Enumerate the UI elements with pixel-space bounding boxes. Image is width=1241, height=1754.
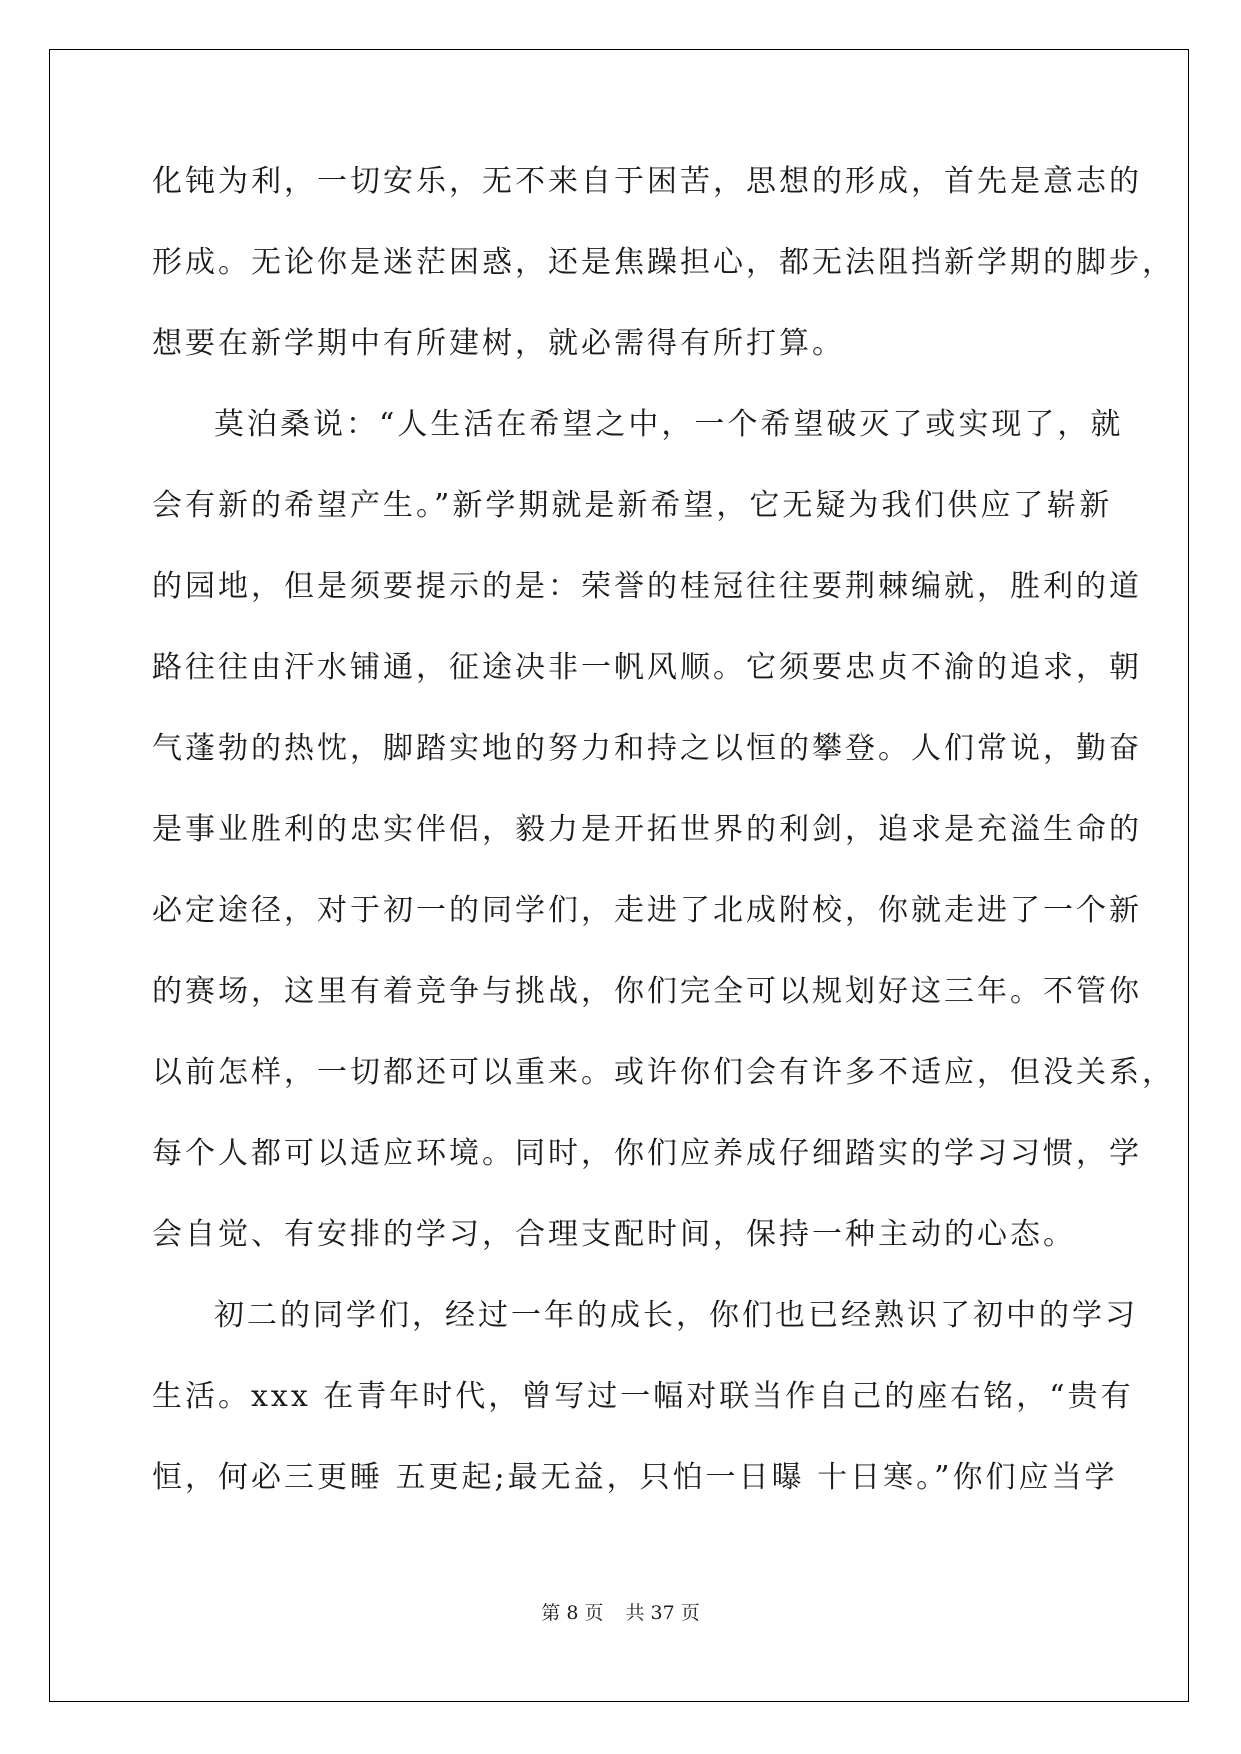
page-footer <box>0 1598 1241 1625</box>
text-line: 的赛场，这里有着竞争与挑战，你们完全可以规划好这三年。不管你 <box>152 974 1142 1009</box>
text-line: 必定途径，对于初一的同学们，走进了北成附校，你就走进了一个新 <box>152 893 1142 928</box>
text-line: 生活。xxx 在青年时代，曾写过一幅对联当作自己的座右铭，“贵有 <box>152 1379 1134 1414</box>
text-line: 想要在新学期中有所建树，就必需得有所打算。 <box>152 326 845 361</box>
text-line: 会有新的希望产生。”新学期就是新希望，它无疑为我们供应了崭新 <box>152 488 1113 523</box>
paragraph-start-line: 莫泊桑说：“人生活在希望之中，一个希望破灭了或实现了，就 <box>214 407 1124 442</box>
text-line: 是事业胜利的忠实伴侣，毅力是开拓世界的利剑，追求是充溢生命的 <box>152 812 1142 847</box>
document-body <box>152 163 1175 1540</box>
text-line: 每个人都可以适应环境。同时，你们应养成仔细踏实的学习习惯，学 <box>152 1136 1142 1171</box>
text-line: 气蓬勃的热忱，脚踏实地的努力和持之以恒的攀登。人们常说，勤奋 <box>152 731 1142 766</box>
page-total: 共 37 页 <box>625 1602 700 1624</box>
text-line: 会自觉、有安排的学习，合理支配时间，保持一种主动的心态。 <box>152 1217 1076 1252</box>
text-line: 化钝为利，一切安乐，无不来自于困苦，思想的形成，首先是意志的 <box>152 164 1142 199</box>
text-line: 以前怎样，一切都还可以重来。或许你们会有许多不适应，但没关系， <box>152 1055 1175 1090</box>
text-line: 的园地，但是须要提示的是：荣誉的桂冠往往要荆棘编就，胜利的道 <box>152 569 1142 604</box>
text-line: 恒，何必三更睡 五更起;最无益，只怕一日曝 十日寒。”你们应当学 <box>152 1460 1118 1495</box>
text-line: 形成。无论你是迷茫困惑，还是焦躁担心，都无法阻挡新学期的脚步， <box>152 245 1175 280</box>
text-line: 路往往由汗水铺通，征途决非一帆风顺。它须要忠贞不渝的追求，朝 <box>152 650 1142 685</box>
paragraph-start-line: 初二的同学们，经过一年的成长，你们也已经熟识了初中的学习 <box>214 1298 1138 1333</box>
page-number: 第 8 页 <box>541 1602 604 1624</box>
